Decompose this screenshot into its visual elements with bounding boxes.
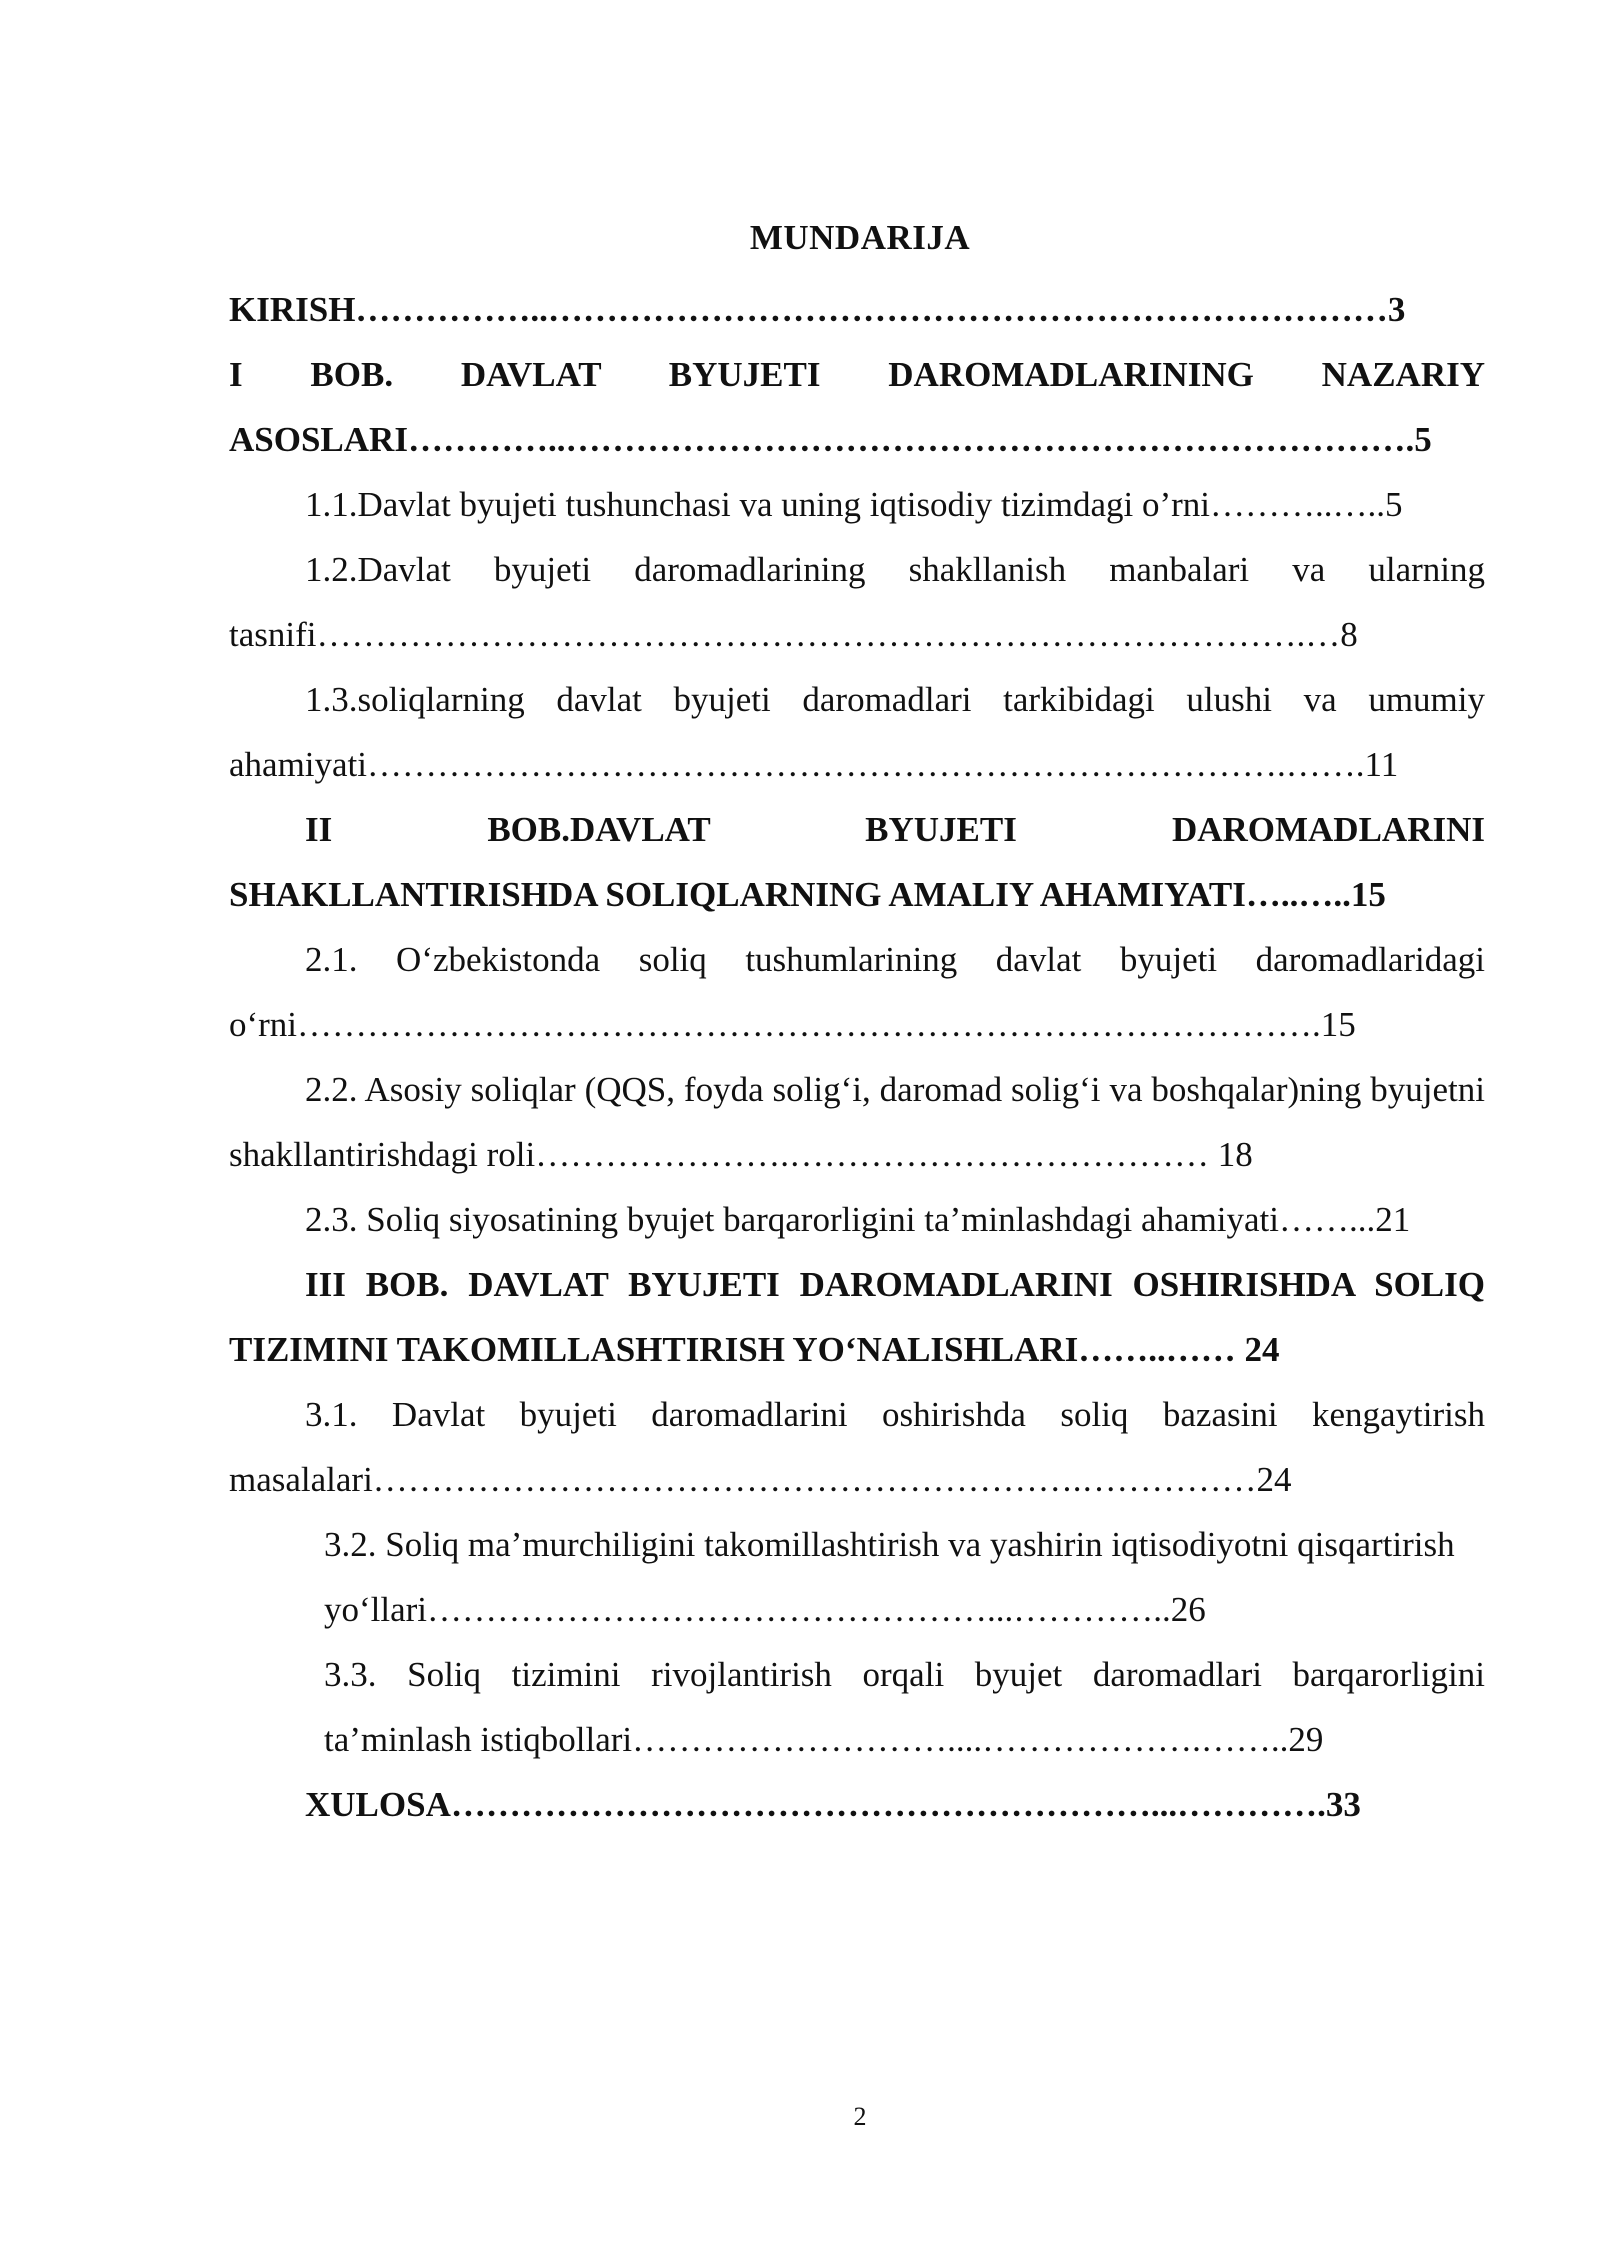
- toc-entry-section-2-3: 2.3. Soliq siyosatining byujet barqarorligini ta’minlashdagi ahamiyati……...21: [305, 1200, 1411, 1239]
- toc-entry-chapter-2-title: II BOB.DAVLAT BYUJETI DAROMADLARINI: [305, 810, 1485, 849]
- toc-entry-section-1-2: 1.2.Davlat byujeti daromadlarining shakllanish manbalari va ularning tasnifi………………………………………………………………………….…8: [229, 550, 1485, 654]
- toc-entry-section-3-2-cont: yo‘llari…………………………………………...…………..26: [324, 1590, 1206, 1629]
- toc-entry-xulosa: XULOSA……………………………………………………...………….33: [305, 1785, 1361, 1824]
- toc-entry-chapter-1-title-cont: ASOSLARI…………..……………………………………………………………….5: [229, 420, 1432, 459]
- toc-entry-chapter-2-title-cont: SHAKLLANTIRISHDA SOLIQLARNING AMALIY AHAMIYATI…..…..15: [229, 875, 1386, 914]
- toc-entry-section-2-2: 2.2. Asosiy soliqlar (QQS, foyda solig‘i, daromad solig‘i va boshqalar)ning byujetni shakllantirishdagi roli………………….……………………………… 18: [229, 1070, 1485, 1174]
- page-number: 2: [853, 2102, 867, 2131]
- toc-entry-section-1-3: 1.3.soliqlarning davlat byujeti daromadlari tarkibidagi ulushi va umumiy ahamiyati…………………………………………………………………….…….11: [229, 680, 1485, 784]
- toc-entry-section-3-2: 3.2. Soliq ma’murchiligini takomillashtirish va yashirin iqtisodiyotni qisqartirish: [324, 1525, 1455, 1564]
- toc-entry-section-2-1: 2.1. O‘zbekistonda soliq tushumlarining davlat byujeti daromadlaridagi o‘rni…………………………………………………………………………….15: [229, 940, 1485, 1044]
- toc-entry-kirish: KIRISH……………..………………………………………………………………3: [229, 290, 1406, 329]
- toc-entry-section-3-3: 3.3. Soliq tizimini rivojlantirish orqali byujet daromadlari barqarorligini ta’minlash istiqbollari………………………....……………….……..29: [324, 1655, 1485, 1759]
- toc-entry-section-3-1: 3.1. Davlat byujeti daromadlarini oshirishda soliq bazasini kengaytirish masalalari…………………………………………………….……………24: [229, 1395, 1485, 1499]
- page-title: MUNDARIJA: [749, 218, 971, 257]
- table-of-contents: [229, 277, 1485, 1837]
- toc-entry-section-1-1: 1.1.Davlat byujeti tushunchasi va uning iqtisodiy tizimdagi o’rni………..…..5: [305, 485, 1403, 524]
- toc-entry-chapter-3-title: III BOB. DAVLAT BYUJETI DAROMADLARINI OSHIRISHDA SOLIQ TIZIMINI TAKOMILLASHTIRISH YO‘NALISHLARI……..…… 24: [229, 1265, 1485, 1369]
- toc-entry-chapter-1-title: I BOB. DAVLAT BYUJETI DAROMADLARINING NAZARIY: [229, 355, 1485, 394]
